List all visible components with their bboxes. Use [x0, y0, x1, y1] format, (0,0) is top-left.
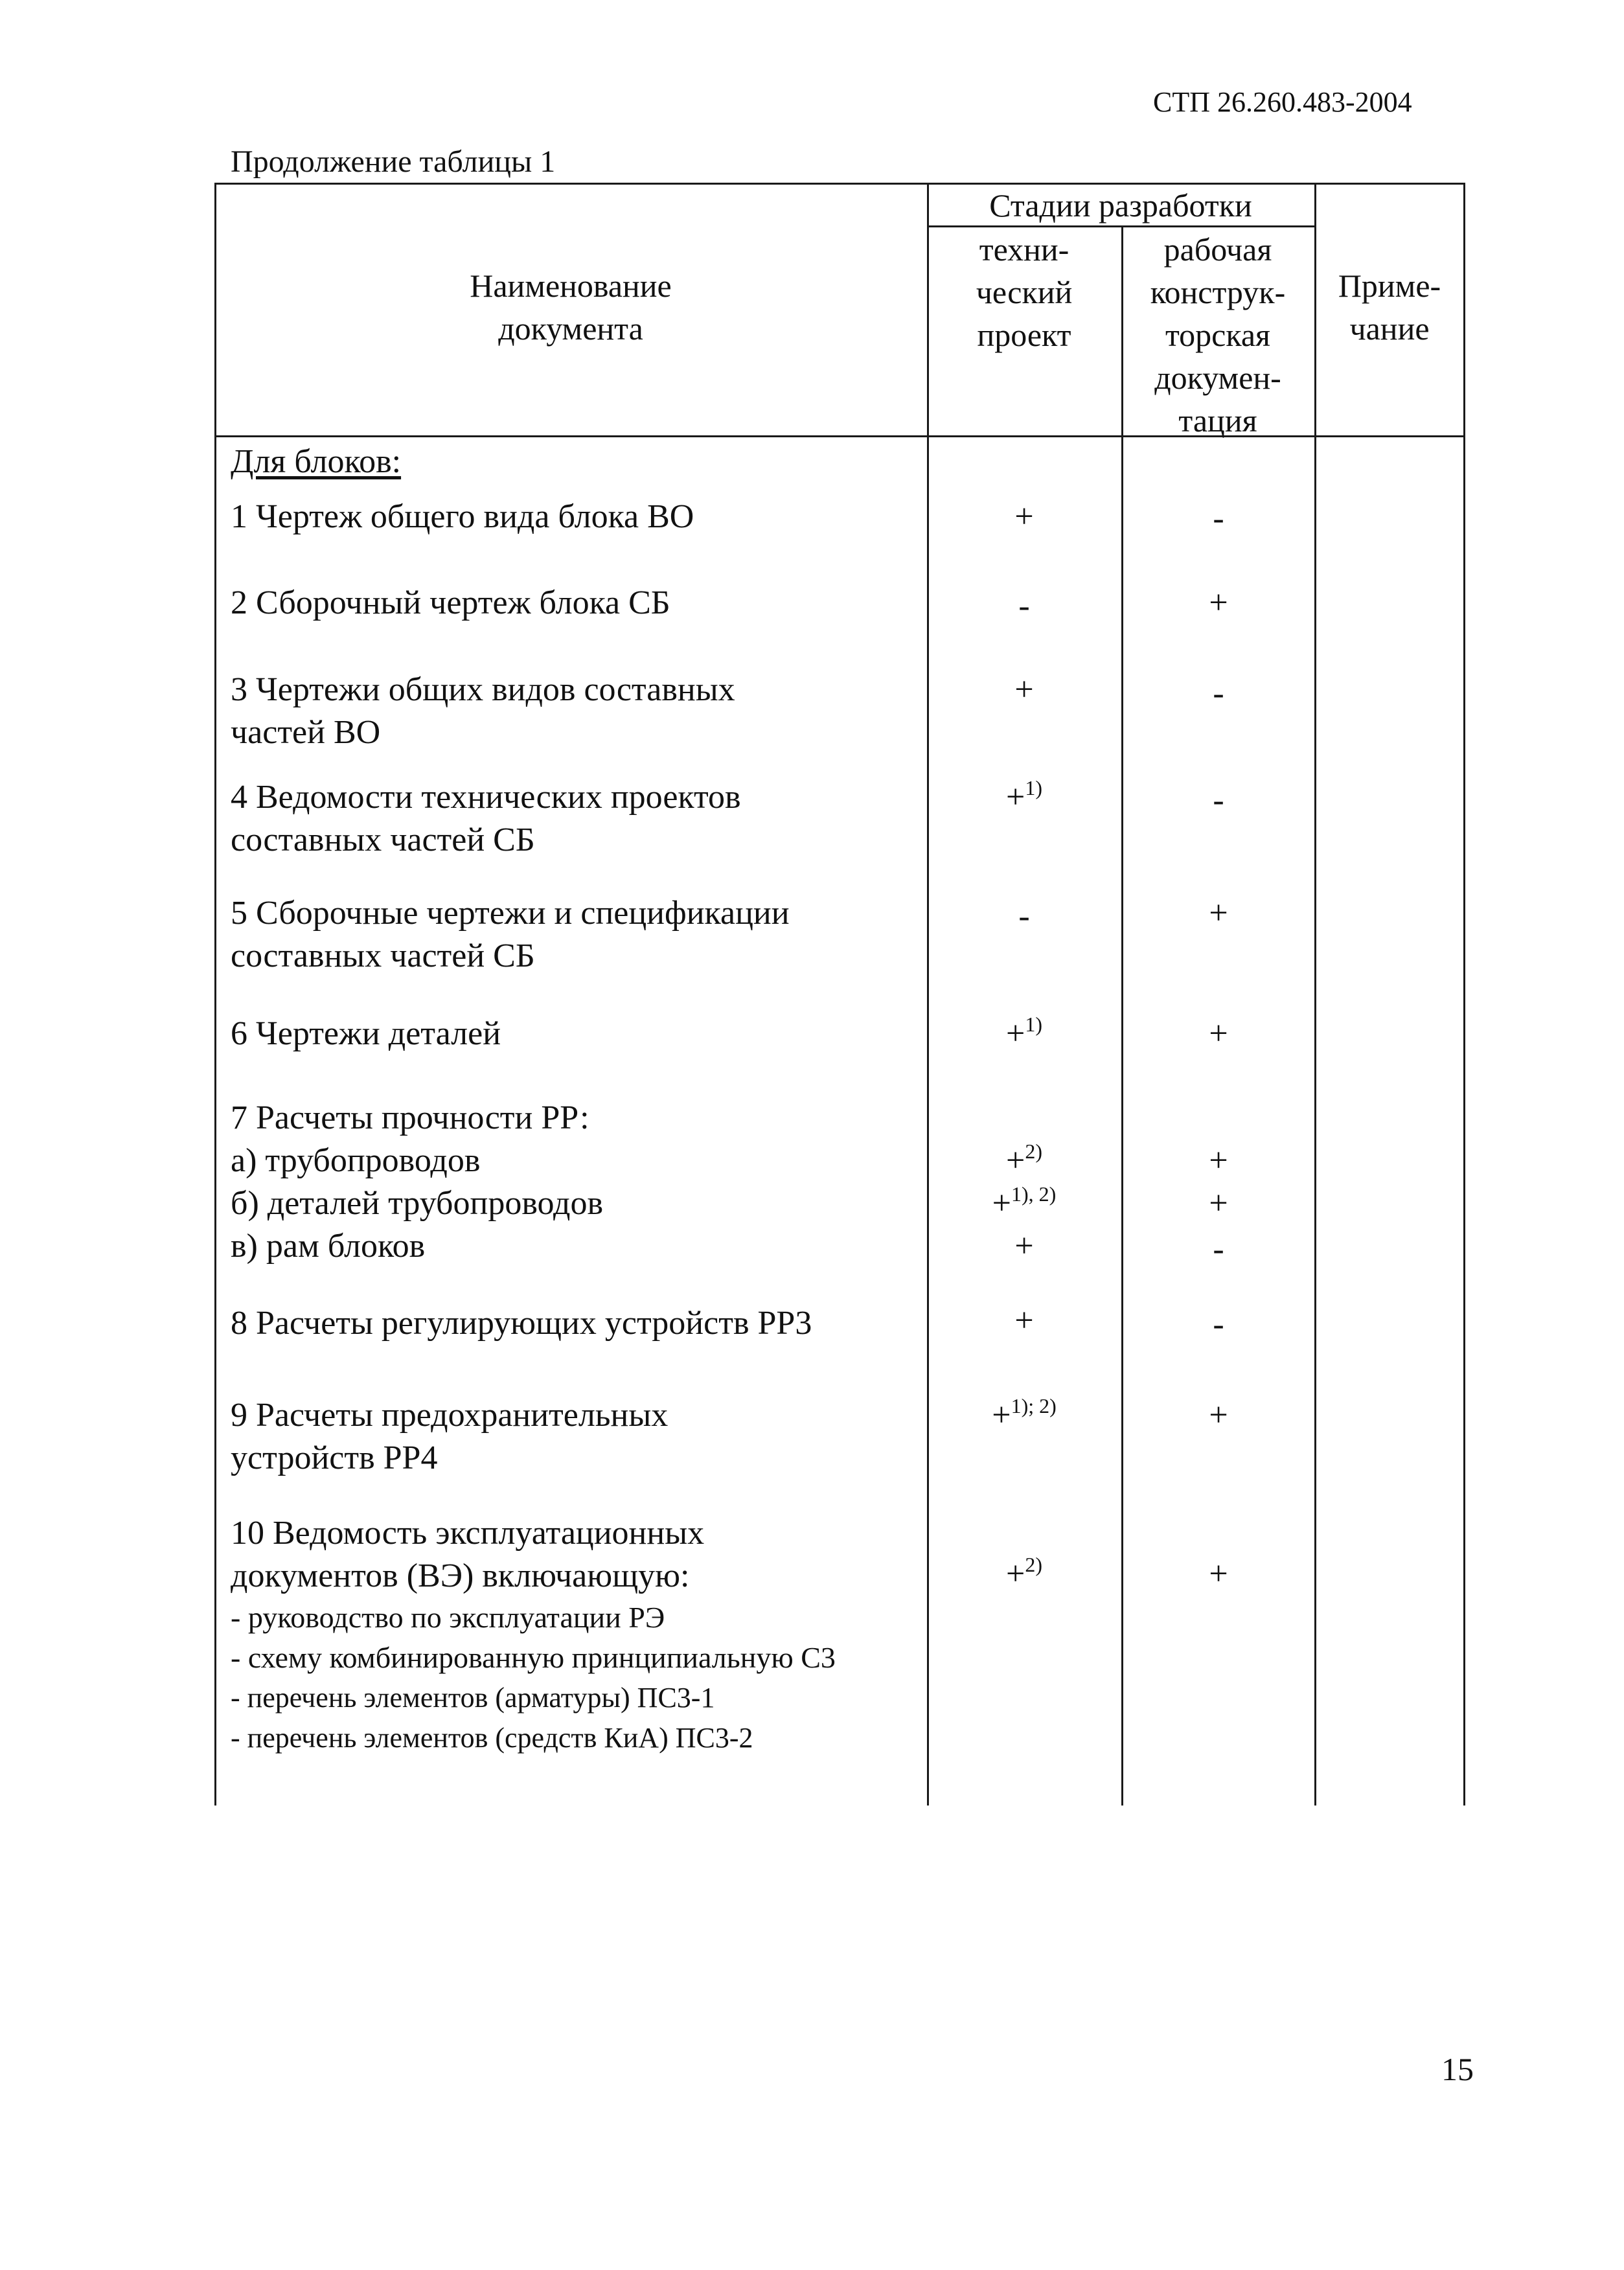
row-10-item: - перечень элементов (средств КиА) ПС3-2	[231, 1722, 753, 1754]
table-caption: Продолжение таблицы 1	[231, 144, 556, 179]
table-row: а) трубопроводов	[231, 1142, 481, 1179]
work-mark: +	[1209, 1397, 1228, 1434]
tech-mark: +$^{1); 2)}$	[992, 1394, 1057, 1434]
page-number: 15	[1441, 2051, 1474, 2087]
header-note: Приме- чание	[1338, 268, 1441, 347]
tech-mark: +$^{1), 2)}$	[992, 1182, 1057, 1222]
header-technical-project: техни- ческий проект	[976, 231, 1073, 353]
tech-mark: +$^{2)}$	[1006, 1553, 1042, 1592]
tech-mark: +	[1014, 671, 1034, 708]
work-mark: +	[1209, 895, 1228, 932]
tech-mark: +	[1014, 1302, 1034, 1339]
table-row: 5 Сборочные чертежи и спецификации составных частей СБ	[231, 895, 790, 974]
table-row: 2 Сборочный чертеж блока СБ	[231, 584, 670, 621]
tech-mark: +$^{2)}$	[1006, 1140, 1042, 1179]
header-working-documentation: рабочая конструк- торская докумен- тация	[1150, 231, 1286, 439]
table-row: б) деталей трубопроводов	[231, 1185, 604, 1222]
tech-mark: +	[1014, 498, 1034, 535]
table-row: в) рам блоков	[231, 1228, 426, 1265]
row-10-item: - перечень элементов (арматуры) ПС3-1	[231, 1682, 715, 1714]
work-mark: -	[1213, 500, 1224, 537]
group-title: Для блоков:	[231, 443, 402, 480]
document-code: СТП 26.260.483-2004	[1153, 86, 1412, 118]
work-mark: -	[1213, 782, 1224, 819]
work-mark: +	[1209, 584, 1228, 621]
table-row: 3 Чертежи общих видов составных частей ВО	[231, 671, 735, 751]
tech-mark: -	[1018, 588, 1030, 625]
header-development-stages: Стадии разработки	[989, 187, 1252, 224]
table-row: 9 Расчеты предохранительных устройств РР4	[231, 1397, 669, 1476]
work-mark: +	[1209, 1015, 1228, 1052]
work-mark: +	[1209, 1142, 1228, 1179]
row-10-item: - руководство по эксплуатации РЭ	[231, 1601, 665, 1634]
table-row: 4 Ведомости технических проектов составных частей СБ	[231, 779, 741, 858]
tech-mark: +	[1014, 1228, 1034, 1265]
work-mark: -	[1213, 675, 1224, 712]
header-document-name: Наименование документа	[470, 268, 672, 347]
work-mark: -	[1213, 1231, 1224, 1268]
tech-mark: +$^{1)}$	[1006, 776, 1042, 816]
table-row: 10 Ведомость эксплуатационных документов (ВЭ) включающую: - руководство по эксплуатации РЭ - схему комбинированную принципиальную С3 - перечень элементов (арматуры) ПС3-1 - перечень элементов (средств КиА) ПС3-2	[231, 1512, 836, 1758]
work-mark: +	[1209, 1555, 1228, 1592]
row-10-item: - схему комбинированную принципиальную С3	[231, 1641, 836, 1674]
tech-mark: +$^{1)}$	[1006, 1013, 1042, 1052]
table-row: 7 Расчеты прочности РР:	[231, 1099, 589, 1136]
work-mark: -	[1213, 1306, 1224, 1343]
tech-mark: -	[1018, 898, 1030, 935]
table-row: 8 Расчеты регулирующих устройств РР3	[231, 1305, 812, 1342]
work-mark: +	[1209, 1185, 1228, 1222]
table-row: 6 Чертежи деталей	[231, 1015, 501, 1052]
table-row: 1 Чертеж общего вида блока ВО	[231, 498, 694, 535]
